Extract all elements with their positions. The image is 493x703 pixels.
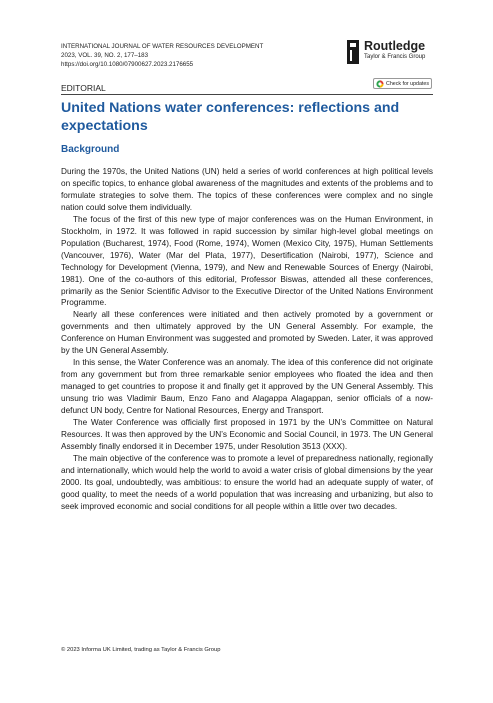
section-heading: Background bbox=[61, 144, 120, 155]
article-title: United Nations water conferences: reflections and expectations bbox=[61, 100, 400, 134]
volume-info: 2023, VOL. 39, NO. 2, 177–183 bbox=[61, 52, 149, 59]
body-paragraph: The Water Conference was officially first proposed in 1971 by the UN’s Committee on Natural Resources. It was then approved by the UN’s Economic and Social Council, in 1973. The UN General Assembly finally endorsed it in December 1975, under Resolution 3513 (XXX). bbox=[61, 418, 433, 451]
publisher-name: Routledge bbox=[364, 39, 426, 53]
body-paragraph: Nearly all these conferences were initiated and then actively promoted by a government or governments and then ultimately approved by the UN General Assembly. For example, the Conference on Human Environment was suggested and promoted by Sweden. Later, it was approved by the UN General Assembly. bbox=[61, 310, 433, 356]
body-paragraph: The focus of the first of this new type of major conferences was on the Human Environment, in Stockholm, in 1972. It was followed in rapid succession by similar high-level global meetings on Population (Bucharest, 1974), Food (Rome, 1974), Women (Mexico City, 1975), Human Settlements (Vancouver, 1976), Water (Mar del Plata, 1977), Desertification (Nairobi, 1977), Science and Technology for Development (Vienna, 1979), and New and Renewable Sources of Energy (Nairobi, 1981). One of the co-authors of this editorial, Professor Biswas, attended all these conferences, primarily as the Senior Scientific Advisor to the Executive Director of the United Nations Environment Programme. bbox=[61, 214, 433, 308]
check-for-updates-icon bbox=[376, 80, 384, 88]
header-divider bbox=[61, 94, 433, 95]
routledge-logo-icon bbox=[347, 40, 359, 64]
body-paragraph: In this sense, the Water Conference was an anomaly. The idea of this conference did not originate from any government but from three remarkable senior employees who floated the idea and then managed to get countries to propose it and finally get it approved by the UN General Assembly. This unsung trio was Vladimir Baum, Enzo Fano and Alagappa Alagappan, senior officials of a now-defunct UN body, Centre for National Resources, Energy and Transport. bbox=[61, 358, 433, 416]
body-paragraph: The main objective of the conference was to promote a level of preparedness nationally, regionally and internationally, which would help the world to avoid a water crisis of global dimensions by the year 2000. Its goal, undoubtedly, was ambitious: to ensure the world had an adequate supply of water, of good quality, to meet the needs of a world population that was increasing and urbanizing, but also to seek improved economic and social conditions for all people within a little over two decades. bbox=[61, 453, 433, 511]
publisher-logo bbox=[347, 40, 425, 64]
doi-link[interactable]: https://doi.org/10.1080/07900627.2023.2176655 bbox=[61, 61, 194, 68]
journal-name: INTERNATIONAL JOURNAL OF WATER RESOURCES DEVELOPMENT bbox=[61, 43, 264, 50]
article-type: EDITORIAL bbox=[61, 83, 106, 93]
check-for-updates-button[interactable] bbox=[373, 78, 432, 89]
body-paragraph: During the 1970s, the United Nations (UN) held a series of world conferences at high political levels on specific topics, to enhance global awareness of the magnitudes and extents of the problems and to formulate strategies to solve them. The topics of these conferences were complex and no single nation could solve them individually. bbox=[61, 167, 433, 212]
journal-header bbox=[61, 42, 263, 69]
check-for-updates-label: Check for updates bbox=[386, 80, 429, 87]
copyright-footer: © 2023 Informa UK Limited, trading as Taylor & Francis Group bbox=[61, 647, 221, 653]
publisher-subtitle: Taylor & Francis Group bbox=[364, 54, 426, 60]
article-body bbox=[61, 166, 433, 513]
